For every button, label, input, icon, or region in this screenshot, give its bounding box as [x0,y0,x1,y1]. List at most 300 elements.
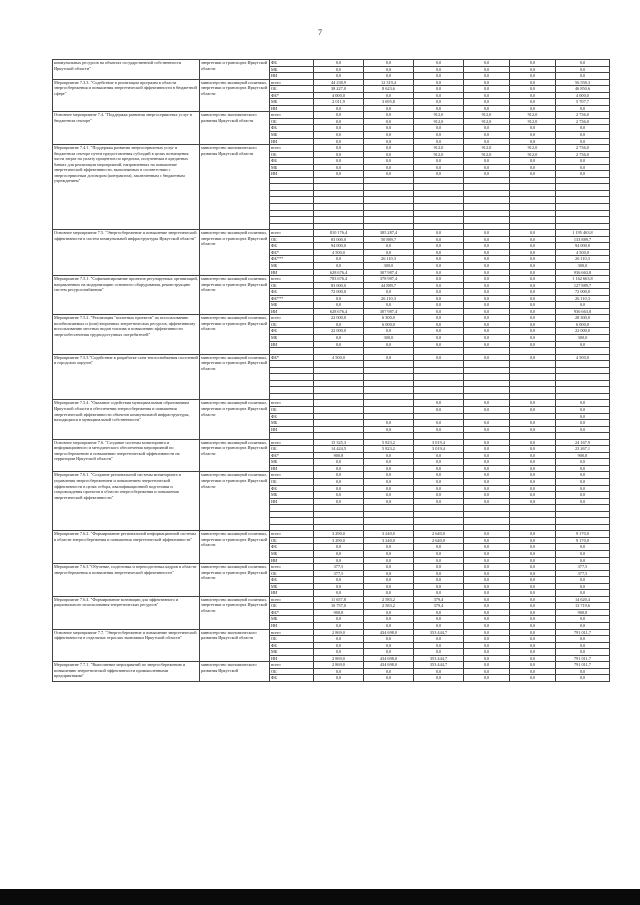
amount-cell: 13 719,6 [556,603,610,610]
amount-cell: 0,0 [414,642,464,649]
amount-cell: 0,0 [364,132,414,139]
amount-cell: 0,0 [314,459,364,466]
amount-cell: 0,0 [364,577,414,584]
amount-cell: 5 823,2 [364,446,414,453]
amount-cell: 0,0 [556,557,610,564]
amount-cell: 434 698,0 [364,662,414,669]
amount-cell: 12 319,4 [364,79,414,86]
amount-cell: 0,0 [314,60,364,67]
amount-cell: 0,0 [464,164,510,171]
amount-cell: 0,0 [464,551,510,558]
amount-cell: 15 325,3 [314,439,364,446]
amount-cell: 0,0 [510,459,556,466]
amount-cell: 0,0 [510,60,556,67]
amount-cell: 6 300,0 [364,315,414,322]
amount-cell: 0,0 [464,308,510,315]
amount-cell: 0,0 [364,465,414,472]
funding-source-cell: ИИ [270,105,314,112]
amount-cell: 0,0 [314,649,364,656]
amount-cell: 300,0 [364,334,414,341]
amount-cell: 0,0 [414,564,464,571]
amount-cell: 0,0 [314,551,364,558]
amount-cell: 2 736,0 [556,151,610,158]
amount-cell: 0,0 [464,99,510,106]
amount-cell: 0,0 [510,125,556,132]
amount-cell: 307 987,4 [364,269,414,276]
amount-cell: 0,0 [314,158,364,165]
amount-cell: 0,0 [414,341,464,348]
amount-cell: 26 110,3 [556,295,610,302]
amount-cell: 0,0 [364,151,414,158]
amount-cell: 3 019,4 [414,446,464,453]
amount-cell: 127 889,7 [556,282,610,289]
amount-cell: 0,0 [414,262,464,269]
activity-description: Мероприятие 7.6.4. "Формирование мотивации для эффективного и рационального использования энергетических ресурсов" [53,596,200,629]
amount-cell: 0,0 [414,570,464,577]
amount-cell: 14 620,4 [556,596,610,603]
amount-cell: 0,0 [556,616,610,623]
amount-cell: 0,0 [414,544,464,551]
amount-cell: 0,0 [464,158,510,165]
amount-cell: 0,0 [464,492,510,499]
responsible-executor: министерство жилищной политики, энергетики и транспорта Иркутской области [200,472,270,531]
amount-cell: 300,0 [556,262,610,269]
amount-cell: 0,0 [364,551,414,558]
amount-cell: 0,0 [464,171,510,178]
amount-cell: 0,0 [464,485,510,492]
amount-cell: 0,0 [414,420,464,427]
funding-source-cell: МБ [270,583,314,590]
amount-cell: 0,0 [556,649,610,656]
amount-cell: 0,0 [556,668,610,675]
amount-cell: 0,0 [464,590,510,597]
amount-cell: 0,0 [510,295,556,302]
funding-source-cell: всего [270,400,314,407]
amount-cell: 0,0 [314,616,364,623]
amount-cell: 0,0 [464,406,510,413]
amount-cell: 628 676,4 [314,269,364,276]
amount-cell: 9 170,0 [556,531,610,538]
amount-cell: 0,0 [414,498,464,505]
amount-cell: 0,0 [510,426,556,433]
funding-source-cell: МБ [270,649,314,656]
amount-cell: 0,0 [364,328,414,335]
amount-cell: 0,0 [414,472,464,479]
amount-cell: 2 869,0 [314,629,364,636]
amount-cell: 0,0 [364,243,414,250]
amount-cell: 94 000,0 [556,243,610,250]
responsible-executor: министерство жилищной политики, энергетики и транспорта Иркутской области [200,276,270,315]
amount-cell: 0,0 [464,570,510,577]
amount-cell: 300,0 [556,334,610,341]
amount-cell: 0,0 [464,138,510,145]
amount-cell: 0,0 [556,485,610,492]
amount-cell: 24 167,9 [556,439,610,446]
amount-cell: 900,8 [556,609,610,616]
amount-cell: 0,0 [414,636,464,643]
funding-source-cell: ФБ* [270,452,314,459]
amount-cell: 912,0 [510,145,556,152]
responsible-executor: министерство жилищной политики, энергетики и транспорта Иркутской области [200,439,270,472]
amount-cell: 0,0 [464,472,510,479]
amount-cell: 23 267,1 [556,446,610,453]
amount-cell: 0,0 [314,675,364,682]
activity-description: Мероприятие 7.6.3 "Обучение, подготовка и переподготовка кадров в области энергосбережения и повышения энергетической эффективности" [53,564,200,597]
amount-cell: 0,0 [314,302,364,309]
amount-cell: 2 869,0 [314,662,364,669]
amount-cell: 0,0 [464,636,510,643]
funding-source-cell: ФБ [270,328,314,335]
amount-cell: 0,0 [414,583,464,590]
amount-cell: 0,0 [314,557,364,564]
amount-cell: 0,0 [414,164,464,171]
amount-cell: 0,0 [510,662,556,669]
responsible-executor: министерство жилищной политики, энергетики и транспорта Иркутской области [200,400,270,439]
amount-cell: 0,0 [556,171,610,178]
amount-cell: 0,0 [510,158,556,165]
amount-cell: 0,0 [364,570,414,577]
amount-cell: 377,5 [556,570,610,577]
responsible-executor: министерство жилищной политики, энергетики и транспорта Иркутской области [200,596,270,629]
amount-cell: 378 987,4 [364,276,414,283]
funding-source-cell: всего [270,662,314,669]
amount-cell: 0,0 [414,459,464,466]
amount-cell: 0,0 [364,557,414,564]
amount-cell: 0,0 [510,531,556,538]
funding-source-cell: ИИ [270,498,314,505]
funding-source-cell: ОБ [270,636,314,643]
amount-cell: 300,0 [364,262,414,269]
amount-cell: 0,0 [556,406,610,413]
funding-source-cell: МБ [270,262,314,269]
amount-cell: 0,0 [464,354,510,361]
activity-description: Основное мероприятие 7.7. "Энергосбережение и повышение энергетической эффективности в отдельных отраслях экономики Иркутской области" [53,629,200,662]
amount-cell: 1 195 463,8 [556,230,610,237]
amount-cell: 377,5 [314,564,364,571]
amount-cell: 0,0 [510,452,556,459]
amount-cell: 0,0 [556,675,610,682]
amount-cell: 0,0 [314,321,364,328]
funding-source-cell: ФБ [270,125,314,132]
amount-cell: 0,0 [414,590,464,597]
amount-cell: 0,0 [364,302,414,309]
amount-cell: 0,0 [364,479,414,486]
responsible-executor: министерство жилищной политики, энергетики и транспорта Иркутской области [200,564,270,597]
funding-source-cell: ФБ*** [270,256,314,263]
funding-source-cell: ИИ [270,557,314,564]
funding-source-cell: ИИ [270,341,314,348]
amount-cell: 628 676,4 [314,308,364,315]
amount-cell: 0,0 [510,557,556,564]
amount-cell: 0,0 [464,479,510,486]
funding-source-cell: ОБ [270,603,314,610]
amount-cell: 912,0 [464,112,510,119]
amount-cell: 0,0 [510,282,556,289]
amount-cell: 912,0 [464,145,510,152]
amount-cell: 0,0 [464,642,510,649]
funding-source-cell: ОБ [270,446,314,453]
amount-cell: 0,0 [364,544,414,551]
funding-source-cell: ИИ [270,426,314,433]
amount-cell: 0,0 [414,315,464,322]
amount-cell: 11 657,8 [314,596,364,603]
amount-cell: 0,0 [510,577,556,584]
amount-cell: 0,0 [464,289,510,296]
funding-source-cell: ИИ [270,171,314,178]
amount-cell: 0,0 [414,479,464,486]
amount-cell: 0,0 [510,465,556,472]
amount-cell: 0,0 [464,498,510,505]
responsible-executor: министерство экономического развития Иркутской [200,662,270,682]
activity-description: Мероприятие 7.3.3. "Содействие в реализации программ в области энергосбережения и повышения энергетической эффективности в бюджетной сфере" [53,79,200,112]
amount-cell: 0,0 [464,629,510,636]
amount-cell: 912,0 [414,118,464,125]
scan-edge-bar [0,889,640,905]
funding-source-cell: ФБ [270,577,314,584]
amount-cell: 0,0 [414,308,464,315]
amount-cell: 0,0 [510,249,556,256]
amount-cell: 0,0 [510,105,556,112]
amount-cell: 83 000,0 [314,282,364,289]
amount-cell: 0,0 [414,86,464,93]
amount-cell: 0,0 [464,400,510,407]
amount-cell: 791 011,7 [556,662,610,669]
amount-cell: 8 623,6 [364,86,414,93]
amount-cell: 0,0 [510,439,556,446]
amount-cell: 0,0 [556,420,610,427]
amount-cell: 0,0 [414,236,464,243]
amount-cell: 5 823,2 [364,439,414,446]
amount-cell: 0,0 [364,138,414,145]
amount-cell: 0,0 [510,334,556,341]
funding-source-cell: ФБ [270,675,314,682]
amount-cell: 0,0 [510,655,556,662]
amount-cell: 0,0 [364,92,414,99]
amount-cell: 50 889,7 [364,236,414,243]
funding-source-cell: всего [270,596,314,603]
funding-source-cell: ОБ [270,321,314,328]
amount-cell: 3 240,0 [364,537,414,544]
amount-cell: 0,0 [314,132,364,139]
funding-source-cell: ОБ [270,236,314,243]
responsible-executor: министерство экономического развития Иркутской области [200,629,270,662]
amount-cell: 912,0 [510,118,556,125]
funding-source-cell: ИИ [270,623,314,630]
amount-cell: 353 444,7 [414,662,464,669]
amount-cell: 0,0 [510,276,556,283]
amount-cell: 0,0 [414,269,464,276]
amount-cell: 0,0 [364,341,414,348]
amount-cell: 0,0 [414,243,464,250]
funding-source-cell: ИИ [270,465,314,472]
amount-cell: 0,0 [414,492,464,499]
amount-cell: 0,0 [364,485,414,492]
funding-source-cell: всего [270,79,314,86]
amount-cell: 0,0 [414,557,464,564]
amount-cell: 0,0 [510,492,556,499]
amount-cell: 0,0 [414,465,464,472]
amount-cell: 0,0 [314,465,364,472]
amount-cell: 0,0 [510,269,556,276]
activity-description: Основное мероприятие 7.4. "Поддержка развития энергосервисных услуг в бюджетном секторе" [53,112,200,145]
amount-cell: 0,0 [414,249,464,256]
amount-cell: 0,0 [556,302,610,309]
amount-cell: 0,0 [414,73,464,80]
amount-cell: 0,0 [556,105,610,112]
amount-cell: 379,4 [414,603,464,610]
amount-cell: 22 000,0 [556,328,610,335]
amount-cell: 434 698,0 [364,655,414,662]
amount-cell: 0,0 [556,341,610,348]
amount-cell: 0,0 [464,420,510,427]
amount-cell: 353 444,7 [414,655,464,662]
amount-cell: 0,0 [464,668,510,675]
amount-cell: 2 640,0 [414,537,464,544]
funding-source-cell: ИИ [270,138,314,145]
activity-description: коммунальных ресурсов на объектах государственной собственности Иркутской области" [53,60,200,80]
amount-cell: 0,0 [414,609,464,616]
amount-cell: 0,0 [364,583,414,590]
amount-cell: 0,0 [414,295,464,302]
amount-cell: 0,0 [464,544,510,551]
responsible-executor: министерство жилищной политики, энергетики и транспорта Иркутской области [200,230,270,276]
amount-cell: 0,0 [464,276,510,283]
amount-cell: 0,0 [464,452,510,459]
amount-cell: 3 695,8 [364,99,414,106]
amount-cell: 0,0 [414,406,464,413]
amount-cell: 0,0 [414,354,464,361]
amount-cell: 0,0 [414,105,464,112]
amount-cell: 0,0 [364,66,414,73]
amount-cell: 2 869,0 [314,655,364,662]
funding-source-cell: ФБ [270,158,314,165]
amount-cell: 94 000,0 [314,243,364,250]
amount-cell: 0,0 [464,295,510,302]
amount-cell: 0,0 [314,118,364,125]
funding-source-cell: ФБ* [270,609,314,616]
amount-cell: 0,0 [510,230,556,237]
amount-cell: 0,0 [364,675,414,682]
funding-source-cell: ОБ [270,118,314,125]
amount-cell: 0,0 [464,649,510,656]
amount-cell: 0,0 [314,73,364,80]
amount-cell: 0,0 [364,616,414,623]
amount-cell: 0,0 [510,341,556,348]
amount-cell: 0,0 [414,328,464,335]
responsible-executor: министерство жилищной политики, энергетики и транспорта Иркутской области [200,531,270,564]
amount-cell: 0,0 [414,321,464,328]
amount-cell: 0,0 [510,406,556,413]
amount-cell: 2 583,2 [364,603,414,610]
amount-cell: 0,0 [314,295,364,302]
amount-cell: 0,0 [364,60,414,67]
amount-cell: 0,0 [510,315,556,322]
funding-source-cell: всего [270,145,314,152]
amount-cell: 0,0 [464,79,510,86]
amount-cell: 0,0 [464,282,510,289]
amount-cell: 0,0 [510,498,556,505]
amount-cell: 0,0 [510,66,556,73]
amount-cell: 912,0 [464,151,510,158]
amount-cell: 0,0 [364,164,414,171]
amount-cell: 0,0 [556,623,610,630]
funding-source-cell: МБ [270,420,314,427]
amount-cell: 783 676,4 [314,276,364,283]
amount-cell: 0,0 [414,138,464,145]
amount-cell: 0,0 [314,164,364,171]
amount-cell: 0,0 [510,616,556,623]
funding-source-cell: МБ [270,132,314,139]
funding-source-cell: МБ [270,334,314,341]
activity-description: Основное мероприятие 7.6. "Создание системы мониторинга и информационного и методического обеспечения мероприятий по энергосбережению и повышению энергетической эффективности на территории Иркутской области" [53,439,200,472]
amount-cell: 0,0 [464,426,510,433]
amount-cell: 0,0 [414,400,464,407]
amount-cell: 0,0 [556,498,610,505]
funding-source-cell: всего [270,531,314,538]
amount-cell: 0,0 [314,485,364,492]
amount-cell: 26 110,3 [364,295,414,302]
amount-cell: 2 011,9 [314,99,364,106]
amount-cell: 0,0 [556,138,610,145]
amount-cell: 0,0 [364,642,414,649]
amount-cell: 133 889,7 [556,236,610,243]
amount-cell: 0,0 [464,302,510,309]
amount-cell: 0,0 [364,118,414,125]
amount-cell: 0,0 [364,636,414,643]
funding-source-cell: ИИ [270,308,314,315]
amount-cell: 0,0 [556,590,610,597]
funding-source-cell: ФБ [270,289,314,296]
amount-cell: 912,0 [510,151,556,158]
funding-source-cell: ИИ [270,655,314,662]
amount-cell: 0,0 [556,472,610,479]
amount-cell: 0,0 [510,479,556,486]
amount-cell: 0,0 [464,262,510,269]
amount-cell: 385 287,4 [364,230,414,237]
funding-source-cell: ФБ [270,413,314,420]
amount-cell: 0,0 [510,642,556,649]
responsible-executor: энергетики и транспорта Иркутской области [200,60,270,80]
amount-cell: 0,0 [464,249,510,256]
page-number: 7 [318,28,322,37]
amount-cell: 0,0 [510,302,556,309]
funding-source-cell: ФБ [270,485,314,492]
amount-cell: 44 238,9 [314,79,364,86]
amount-cell: 0,0 [510,132,556,139]
amount-cell: 0,0 [510,485,556,492]
amount-cell: 0,0 [414,230,464,237]
amount-cell: 0,0 [414,158,464,165]
amount-cell: 0,0 [414,282,464,289]
funding-source-cell: МБ [270,66,314,73]
amount-cell: 0,0 [314,642,364,649]
funding-source-cell: ОБ [270,537,314,544]
amount-cell: 0,0 [556,413,610,420]
amount-cell: 0,0 [556,492,610,499]
amount-cell: 0,0 [464,596,510,603]
amount-cell: 0,0 [314,151,364,158]
amount-cell: 0,0 [510,236,556,243]
amount-cell: 0,0 [364,125,414,132]
amount-cell: 0,0 [464,269,510,276]
funding-source-cell: ОБ [270,86,314,93]
amount-cell: 0,0 [464,577,510,584]
amount-cell: 0,0 [314,262,364,269]
amount-cell: 0,0 [364,492,414,499]
amount-cell: 4 500,0 [314,354,364,361]
amount-cell: 2 736,0 [556,145,610,152]
amount-cell: 0,0 [314,334,364,341]
